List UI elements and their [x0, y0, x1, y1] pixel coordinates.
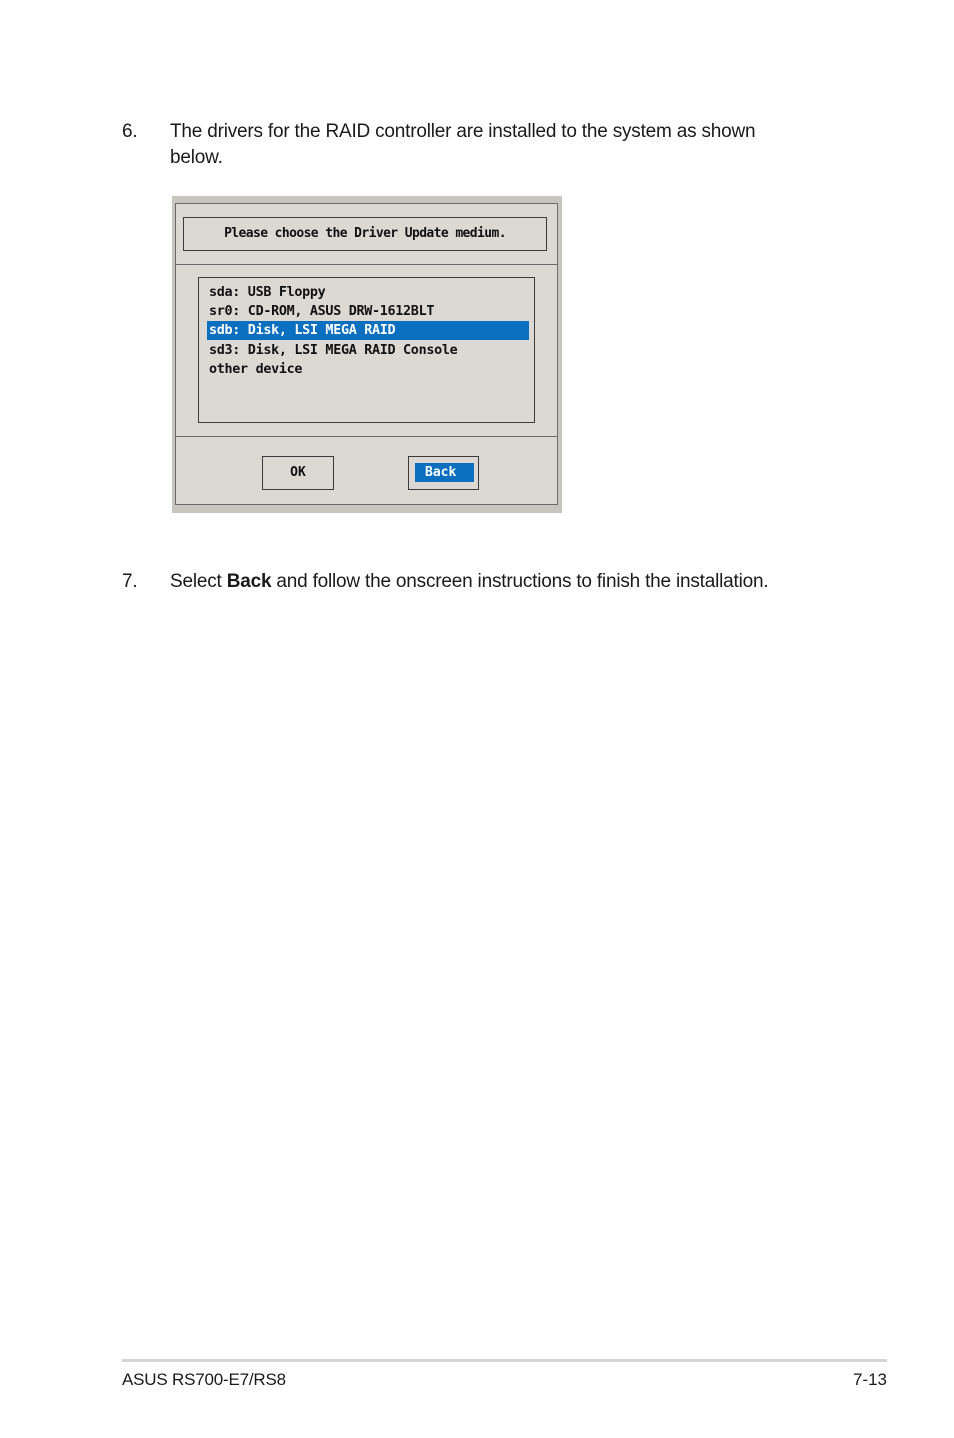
- divider: [176, 264, 557, 265]
- divider: [176, 436, 557, 437]
- step-6: [122, 119, 802, 175]
- step-text-after: and follow the onscreen instructions to finish the installation.: [271, 571, 769, 592]
- back-button[interactable]: [408, 456, 479, 490]
- ok-button[interactable]: OK: [262, 456, 334, 490]
- list-item-sdb-selected[interactable]: sdb: Disk, LSI MEGA RAID: [207, 321, 529, 340]
- step-7: [122, 569, 842, 597]
- list-item-sd3[interactable]: sd3: Disk, LSI MEGA RAID Console: [209, 343, 458, 358]
- device-list[interactable]: [198, 277, 535, 423]
- list-item-other-device[interactable]: other device: [209, 362, 303, 377]
- footer-model: ASUS RS700-E7/RS8: [122, 1370, 286, 1389]
- driver-update-screenshot: [172, 196, 562, 513]
- list-item-sda[interactable]: sda: USB Floppy: [209, 285, 326, 300]
- driver-update-dialog: [175, 203, 558, 505]
- step-number: 7.: [122, 571, 138, 592]
- step-text: [170, 569, 768, 595]
- footer-page-number: 7-13: [852, 1370, 887, 1389]
- footer-rule: [122, 1359, 887, 1362]
- step-text-bold: Back: [226, 571, 272, 592]
- step-number: 6.: [122, 121, 138, 142]
- list-item-sr0[interactable]: sr0: CD-ROM, ASUS DRW-1612BLT: [209, 304, 435, 319]
- step-text-before: Select: [170, 571, 227, 592]
- step-text: The drivers for the RAID controller are installed to the system as shown below.: [170, 121, 756, 168]
- back-button-label: Back: [415, 463, 474, 482]
- dialog-title: Please choose the Driver Update medium.: [183, 217, 547, 251]
